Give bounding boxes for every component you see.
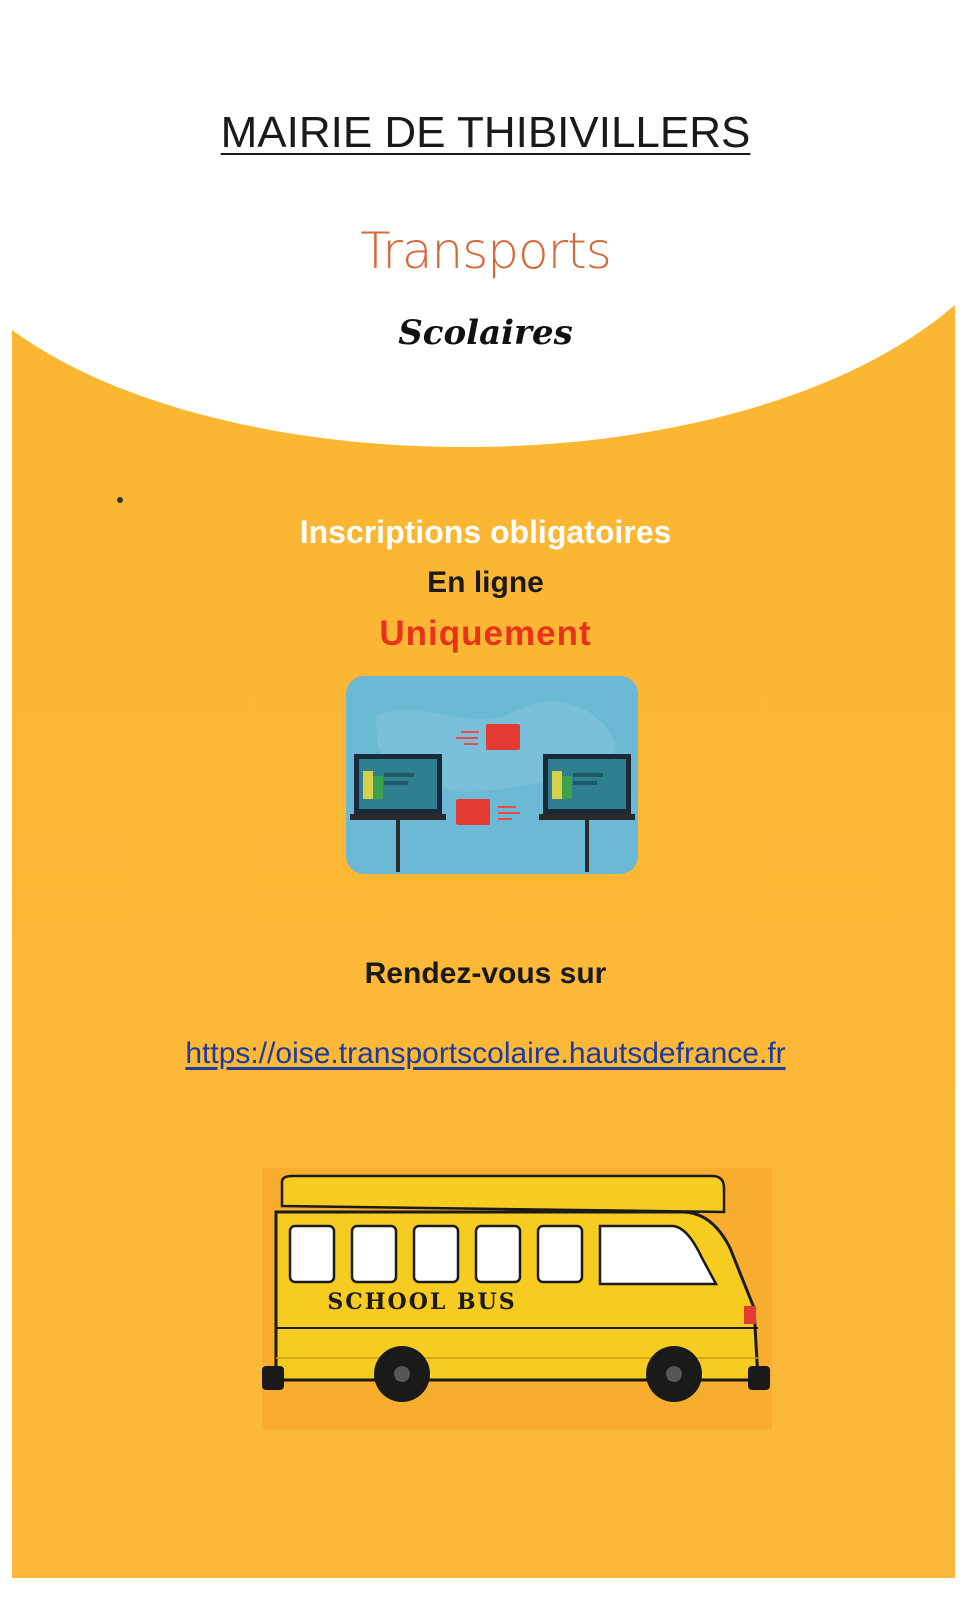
registration-notice: Inscriptions obligatoires [299,514,672,550]
page-subtitle-secondary: Scolaires [398,313,573,353]
page-title: MAIRIE DE THIBIVILLERS [220,108,751,157]
registration-link[interactable]: https://oise.transportscolaire.hautsdefrance.fr [185,1037,786,1070]
visit-text: Rendez-vous sur [364,957,607,990]
school-bus-icon [262,1168,772,1430]
page-subtitle: Transports [360,222,611,280]
online-text: En ligne [427,566,544,599]
network-computers-icon [346,676,638,874]
bus-label: SCHOOL BUS [327,1289,517,1315]
only-text: Uniquement [379,614,592,653]
